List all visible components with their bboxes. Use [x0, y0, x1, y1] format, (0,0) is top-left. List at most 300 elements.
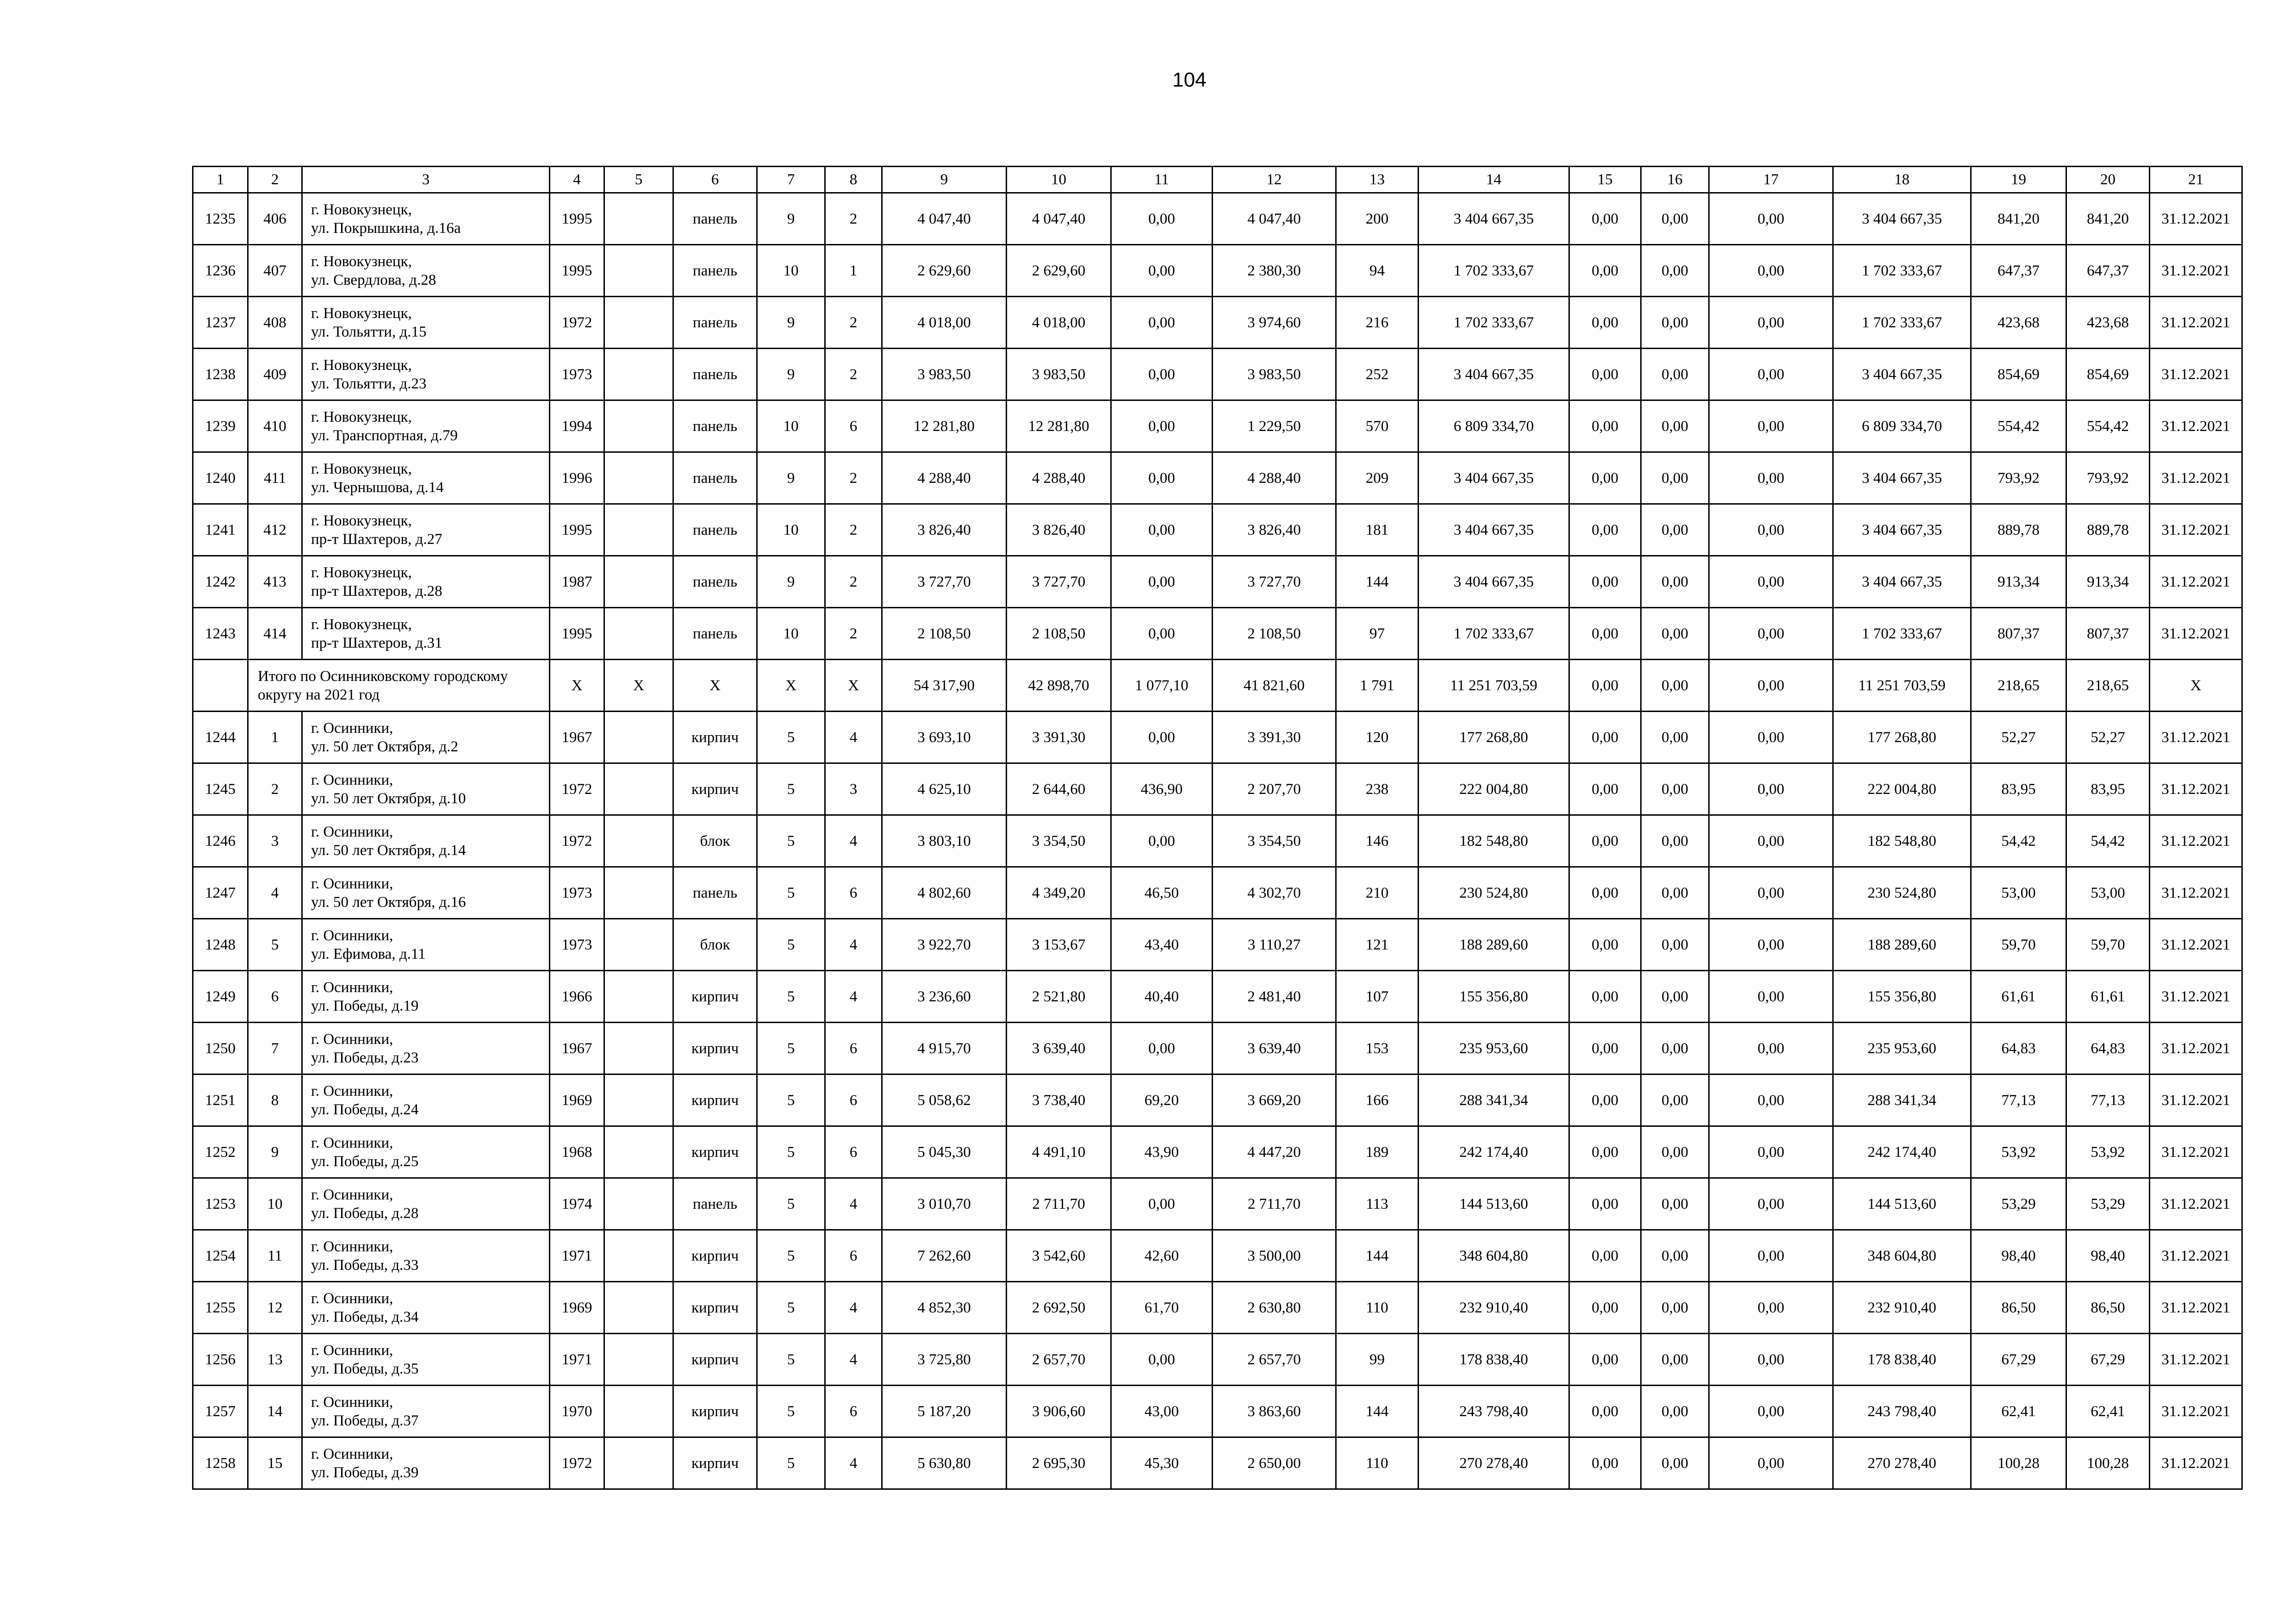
subtotal-cell: X [604, 660, 673, 712]
address-city: г. Новокузнецк, [311, 305, 412, 322]
local-number: 7 [248, 1023, 302, 1074]
table-row [193, 1023, 2242, 1074]
column-header: 20 [2066, 167, 2150, 193]
table-cell: 0,00 [1709, 1126, 1833, 1178]
address-cell [302, 1178, 550, 1230]
table-cell: 0,00 [1569, 1386, 1641, 1437]
table-cell: 3 983,50 [1007, 349, 1111, 400]
table-cell: 0,00 [1111, 400, 1213, 452]
subtotal-cell: 1 791 [1336, 660, 1419, 712]
row-number: 1258 [193, 1437, 248, 1489]
table-cell: 0,00 [1709, 193, 1833, 245]
column-header: 4 [550, 167, 604, 193]
table-cell: 2 629,60 [1007, 245, 1111, 297]
table-cell: 3 236,60 [882, 971, 1007, 1023]
table-cell: 0,00 [1569, 1334, 1641, 1386]
table-cell: 1995 [550, 608, 604, 660]
table-cell: 0,00 [1709, 1437, 1833, 1489]
table-row [193, 815, 2242, 867]
table-cell: 4 [825, 971, 882, 1023]
table-cell: 6 809 334,70 [1833, 400, 1971, 452]
table-cell: панель [673, 297, 757, 349]
column-header: 18 [1833, 167, 1971, 193]
table-cell: 0,00 [1569, 919, 1641, 971]
table-cell: 31.12.2021 [2150, 1178, 2242, 1230]
table-cell [604, 1386, 673, 1437]
table-cell: 177 268,80 [1833, 712, 1971, 763]
table-cell: 230 524,80 [1419, 867, 1569, 919]
table-cell: 1972 [550, 297, 604, 349]
row-number: 1250 [193, 1023, 248, 1074]
table-cell: 1969 [550, 1282, 604, 1334]
table-cell: 0,00 [1569, 1126, 1641, 1178]
table-cell: 1 702 333,67 [1833, 608, 1971, 660]
table-cell [604, 1126, 673, 1178]
table-cell: 2 481,40 [1213, 971, 1336, 1023]
table-cell: 31.12.2021 [2150, 400, 2242, 452]
table-cell: кирпич [673, 1023, 757, 1074]
table-cell: 5 187,20 [882, 1386, 1007, 1437]
table-cell: 3 404 667,35 [1833, 349, 1971, 400]
address-cell [302, 193, 550, 245]
table-cell: 2 108,50 [1007, 608, 1111, 660]
table-cell: 110 [1336, 1282, 1419, 1334]
table-cell: 0,00 [1111, 815, 1213, 867]
table-cell: 0,00 [1111, 349, 1213, 400]
table-cell [604, 867, 673, 919]
address-city: г. Новокузнецк, [311, 564, 412, 581]
table-cell: 0,00 [1709, 1334, 1833, 1386]
table-cell: 43,40 [1111, 919, 1213, 971]
table-cell: 83,95 [1971, 763, 2066, 815]
table-cell: 0,00 [1569, 245, 1641, 297]
table-cell: 0,00 [1709, 763, 1833, 815]
table-cell: 0,00 [1641, 1074, 1709, 1126]
row-number: 1246 [193, 815, 248, 867]
local-number: 406 [248, 193, 302, 245]
subtotal-label: Итого по Осинниковскому городскому округу на 2021 год [248, 660, 550, 712]
table-cell: 64,83 [2066, 1023, 2150, 1074]
table-cell: 3 863,60 [1213, 1386, 1336, 1437]
table-cell: 2 521,80 [1007, 971, 1111, 1023]
address-city: г. Новокузнецк, [311, 201, 412, 218]
table-cell: панель [673, 867, 757, 919]
table-row [193, 452, 2242, 504]
table-cell: 0,00 [1111, 297, 1213, 349]
table-cell: 61,61 [2066, 971, 2150, 1023]
column-header: 12 [1213, 167, 1336, 193]
table-cell: 0,00 [1569, 193, 1641, 245]
address-cell [302, 1023, 550, 1074]
table-cell: 4 288,40 [1213, 452, 1336, 504]
table-cell: 2 629,60 [882, 245, 1007, 297]
table-cell: 6 809 334,70 [1419, 400, 1569, 452]
table-cell: 2 [825, 297, 882, 349]
table-cell: 121 [1336, 919, 1419, 971]
table-cell: 242 174,40 [1419, 1126, 1569, 1178]
table-cell: 9 [757, 297, 825, 349]
table-cell: 0,00 [1569, 971, 1641, 1023]
table-cell: 83,95 [2066, 763, 2150, 815]
table-row [193, 1178, 2242, 1230]
table-cell: 423,68 [1971, 297, 2066, 349]
table-cell [604, 297, 673, 349]
table-cell: 31.12.2021 [2150, 452, 2242, 504]
table-cell: 5 [757, 815, 825, 867]
local-number: 4 [248, 867, 302, 919]
column-header: 2 [248, 167, 302, 193]
table-row [193, 556, 2242, 608]
table-cell: 3 906,60 [1007, 1386, 1111, 1437]
table-cell: 53,00 [1971, 867, 2066, 919]
table-cell: 1967 [550, 1023, 604, 1074]
row-number: 1235 [193, 193, 248, 245]
table-cell: 210 [1336, 867, 1419, 919]
column-header: 13 [1336, 167, 1419, 193]
table-cell: 1973 [550, 919, 604, 971]
table-cell [604, 193, 673, 245]
table-cell: панель [673, 349, 757, 400]
table-cell: 0,00 [1709, 556, 1833, 608]
row-number: 1248 [193, 919, 248, 971]
table-cell: 0,00 [1641, 971, 1709, 1023]
table-cell [604, 815, 673, 867]
table-cell: 4 [825, 1178, 882, 1230]
table-cell: 6 [825, 867, 882, 919]
local-number: 409 [248, 349, 302, 400]
table-cell: 0,00 [1709, 452, 1833, 504]
table-cell: 54,42 [1971, 815, 2066, 867]
table-cell: 3 010,70 [882, 1178, 1007, 1230]
table-cell: 2 695,30 [1007, 1437, 1111, 1489]
row-number: 1237 [193, 297, 248, 349]
table-row [193, 1386, 2242, 1437]
table-cell: 31.12.2021 [2150, 1437, 2242, 1489]
table-cell: 3 354,50 [1007, 815, 1111, 867]
address-city: г. Новокузнецк, [311, 460, 412, 477]
table-cell: панель [673, 608, 757, 660]
subtotal-cell: 218,65 [2066, 660, 2150, 712]
housing-registry-table [192, 166, 2243, 1490]
local-number: 413 [248, 556, 302, 608]
table-cell: 232 910,40 [1419, 1282, 1569, 1334]
address-cell [302, 1386, 550, 1437]
row-number: 1257 [193, 1386, 248, 1437]
table-cell: 2 380,30 [1213, 245, 1336, 297]
address-street: ул. Победы, д.39 [311, 1464, 419, 1481]
table-cell: 0,00 [1569, 400, 1641, 452]
address-street: ул. 50 лет Октября, д.2 [311, 738, 459, 755]
table-cell: 0,00 [1641, 400, 1709, 452]
table-cell: 1972 [550, 815, 604, 867]
table-cell: 2 711,70 [1213, 1178, 1336, 1230]
column-header: 7 [757, 167, 825, 193]
local-number: 408 [248, 297, 302, 349]
table-cell: 0,00 [1569, 1437, 1641, 1489]
table-cell: 46,50 [1111, 867, 1213, 919]
address-cell [302, 1334, 550, 1386]
table-cell: 3 669,20 [1213, 1074, 1336, 1126]
table-cell: 0,00 [1111, 452, 1213, 504]
table-cell: 1972 [550, 763, 604, 815]
table-cell: 4 [825, 815, 882, 867]
subtotal-cell: 0,00 [1709, 660, 1833, 712]
subtotal-cell: 218,65 [1971, 660, 2066, 712]
table-cell: 5 [757, 971, 825, 1023]
table-cell: 0,00 [1569, 867, 1641, 919]
table-cell: 31.12.2021 [2150, 1230, 2242, 1282]
address-city: г. Осинники, [311, 719, 393, 737]
table-cell: панель [673, 556, 757, 608]
table-cell [604, 349, 673, 400]
local-number: 2 [248, 763, 302, 815]
table-cell [604, 763, 673, 815]
table-cell: 0,00 [1641, 452, 1709, 504]
local-number: 13 [248, 1334, 302, 1386]
table-cell: 5 [757, 1023, 825, 1074]
table-row [193, 193, 2242, 245]
address-street: ул. Победы, д.19 [311, 997, 419, 1014]
address-city: г. Осинники, [311, 823, 393, 840]
table-cell: 0,00 [1641, 815, 1709, 867]
table-cell: 913,34 [1971, 556, 2066, 608]
column-header: 1 [193, 167, 248, 193]
table-cell [604, 919, 673, 971]
row-number: 1244 [193, 712, 248, 763]
table-cell: 1 229,50 [1213, 400, 1336, 452]
table-cell: кирпич [673, 712, 757, 763]
table-cell: 0,00 [1569, 556, 1641, 608]
table-cell: 3 [825, 763, 882, 815]
table-cell: 3 922,70 [882, 919, 1007, 971]
table-cell: 31.12.2021 [2150, 763, 2242, 815]
table-cell: 854,69 [1971, 349, 2066, 400]
table-cell: 52,27 [1971, 712, 2066, 763]
column-header: 10 [1007, 167, 1111, 193]
table-cell: 1 702 333,67 [1419, 608, 1569, 660]
subtotal-cell: 0,00 [1641, 660, 1709, 712]
local-number: 6 [248, 971, 302, 1023]
table-cell: 3 983,50 [882, 349, 1007, 400]
address-cell [302, 815, 550, 867]
table-cell: 7 262,60 [882, 1230, 1007, 1282]
address-city: г. Осинники, [311, 1445, 393, 1462]
table-cell: 1972 [550, 1437, 604, 1489]
table-cell: 348 604,80 [1833, 1230, 1971, 1282]
table-cell: панель [673, 1178, 757, 1230]
local-number: 1 [248, 712, 302, 763]
column-header: 17 [1709, 167, 1833, 193]
table-cell: 242 174,40 [1833, 1126, 1971, 1178]
table-cell: 61,61 [1971, 971, 2066, 1023]
table-cell: 793,92 [2066, 452, 2150, 504]
address-street: ул. Ефимова, д.11 [311, 945, 426, 962]
table-cell [193, 660, 248, 712]
address-cell [302, 556, 550, 608]
row-number: 1243 [193, 608, 248, 660]
table-cell: 2 650,00 [1213, 1437, 1336, 1489]
table-cell: 0,00 [1569, 712, 1641, 763]
table-cell: 854,69 [2066, 349, 2150, 400]
table-cell: 1994 [550, 400, 604, 452]
table-cell: 554,42 [2066, 400, 2150, 452]
table-cell: 232 910,40 [1833, 1282, 1971, 1334]
table-cell: 841,20 [1971, 193, 2066, 245]
table-cell: 0,00 [1709, 712, 1833, 763]
table-cell: кирпич [673, 1334, 757, 1386]
table-cell: 807,37 [2066, 608, 2150, 660]
address-street: ул. Победы, д.28 [311, 1205, 419, 1222]
address-city: г. Осинники, [311, 1342, 393, 1359]
table-cell: 9 [757, 193, 825, 245]
subtotal-cell: X [550, 660, 604, 712]
table-row [193, 1437, 2242, 1489]
table-cell: 3 725,80 [882, 1334, 1007, 1386]
row-number: 1242 [193, 556, 248, 608]
table-cell: 0,00 [1641, 712, 1709, 763]
table-cell: 31.12.2021 [2150, 971, 2242, 1023]
subtotal-row [193, 660, 2242, 712]
row-number: 1238 [193, 349, 248, 400]
table-cell: 0,00 [1111, 1023, 1213, 1074]
table-cell: 94 [1336, 245, 1419, 297]
table-cell: 889,78 [2066, 504, 2150, 556]
column-header: 21 [2150, 167, 2242, 193]
table-cell: 3 693,10 [882, 712, 1007, 763]
table-row [193, 971, 2242, 1023]
column-header: 3 [302, 167, 550, 193]
table-cell: 4 018,00 [882, 297, 1007, 349]
table-cell: 4 625,10 [882, 763, 1007, 815]
table-cell: 5 [757, 867, 825, 919]
address-city: г. Новокузнецк, [311, 408, 412, 425]
table-cell: 2 711,70 [1007, 1178, 1111, 1230]
table-cell [604, 504, 673, 556]
table-cell: панель [673, 452, 757, 504]
table-cell: 3 803,10 [882, 815, 1007, 867]
table-cell: 3 738,40 [1007, 1074, 1111, 1126]
address-city: г. Новокузнецк, [311, 616, 412, 633]
subtotal-cell: X [825, 660, 882, 712]
row-number: 1252 [193, 1126, 248, 1178]
table-cell [604, 971, 673, 1023]
table-cell: 53,92 [1971, 1126, 2066, 1178]
table-cell: 54,42 [2066, 815, 2150, 867]
table-cell: 9 [757, 349, 825, 400]
page-number: 104 [1172, 69, 1207, 91]
table-cell: 0,00 [1709, 1282, 1833, 1334]
table-cell: 5 [757, 919, 825, 971]
table-cell: 155 356,80 [1419, 971, 1569, 1023]
table-cell: 178 838,40 [1419, 1334, 1569, 1386]
table-cell: 1995 [550, 193, 604, 245]
table-cell: 77,13 [1971, 1074, 2066, 1126]
table-cell: 0,00 [1641, 297, 1709, 349]
table-cell: 3 500,00 [1213, 1230, 1336, 1282]
table-cell: 62,41 [2066, 1386, 2150, 1437]
table-cell: 144 513,60 [1419, 1178, 1569, 1230]
table-cell: 5 [757, 763, 825, 815]
table-cell: 889,78 [1971, 504, 2066, 556]
column-header: 14 [1419, 167, 1569, 193]
table-cell: 4 047,40 [1213, 193, 1336, 245]
table-cell: 69,20 [1111, 1074, 1213, 1126]
table-cell: 4 288,40 [882, 452, 1007, 504]
table-cell: 436,90 [1111, 763, 1213, 815]
table-cell: 53,00 [2066, 867, 2150, 919]
local-number: 3 [248, 815, 302, 867]
table-cell: 31.12.2021 [2150, 1074, 2242, 1126]
table-cell: панель [673, 504, 757, 556]
table-cell: 793,92 [1971, 452, 2066, 504]
table-row [193, 504, 2242, 556]
address-street: ул. Транспортная, д.79 [311, 427, 458, 444]
table-cell: 42,60 [1111, 1230, 1213, 1282]
table-cell: 0,00 [1569, 815, 1641, 867]
table-cell: 0,00 [1569, 349, 1641, 400]
table-cell: 3 404 667,35 [1833, 504, 1971, 556]
table-cell: 0,00 [1111, 193, 1213, 245]
table-cell: 3 404 667,35 [1833, 556, 1971, 608]
table-cell: 6 [825, 1126, 882, 1178]
table-cell: 10 [757, 245, 825, 297]
table-cell: 146 [1336, 815, 1419, 867]
table-cell: 0,00 [1709, 1023, 1833, 1074]
table-cell: 59,70 [1971, 919, 2066, 971]
address-city: г. Осинники, [311, 927, 393, 944]
table-cell: 5 630,80 [882, 1437, 1007, 1489]
table-cell: 0,00 [1709, 1386, 1833, 1437]
subtotal-cell: 0,00 [1569, 660, 1641, 712]
table-cell: кирпич [673, 763, 757, 815]
row-number: 1240 [193, 452, 248, 504]
table-cell: 107 [1336, 971, 1419, 1023]
address-street: ул. Победы, д.34 [311, 1308, 419, 1325]
table-row [193, 919, 2242, 971]
table-cell: 0,00 [1569, 1178, 1641, 1230]
table-cell: 3 727,70 [1007, 556, 1111, 608]
table-cell: 913,34 [2066, 556, 2150, 608]
table-cell: кирпич [673, 1437, 757, 1489]
table-cell: 181 [1336, 504, 1419, 556]
address-street: ул. Победы, д.24 [311, 1101, 419, 1118]
address-cell [302, 971, 550, 1023]
table-cell: 3 639,40 [1213, 1023, 1336, 1074]
local-number: 14 [248, 1386, 302, 1437]
table-cell: 243 798,40 [1419, 1386, 1569, 1437]
table-cell: 0,00 [1709, 815, 1833, 867]
address-cell [302, 245, 550, 297]
table-cell: 0,00 [1641, 1437, 1709, 1489]
table-cell: 100,28 [2066, 1437, 2150, 1489]
table-cell: 216 [1336, 297, 1419, 349]
local-number: 412 [248, 504, 302, 556]
table-cell: 0,00 [1709, 349, 1833, 400]
table-cell [604, 608, 673, 660]
table-cell: 0,00 [1641, 245, 1709, 297]
table-cell: 4 302,70 [1213, 867, 1336, 919]
table-cell: 2 657,70 [1007, 1334, 1111, 1386]
table-cell: 3 404 667,35 [1833, 193, 1971, 245]
address-cell [302, 400, 550, 452]
table-cell: 3 826,40 [1007, 504, 1111, 556]
table-cell: 67,29 [1971, 1334, 2066, 1386]
table-cell: 6 [825, 400, 882, 452]
table-cell: 0,00 [1641, 1282, 1709, 1334]
table-cell: 1995 [550, 504, 604, 556]
table-cell: 110 [1336, 1437, 1419, 1489]
table-cell: кирпич [673, 1230, 757, 1282]
